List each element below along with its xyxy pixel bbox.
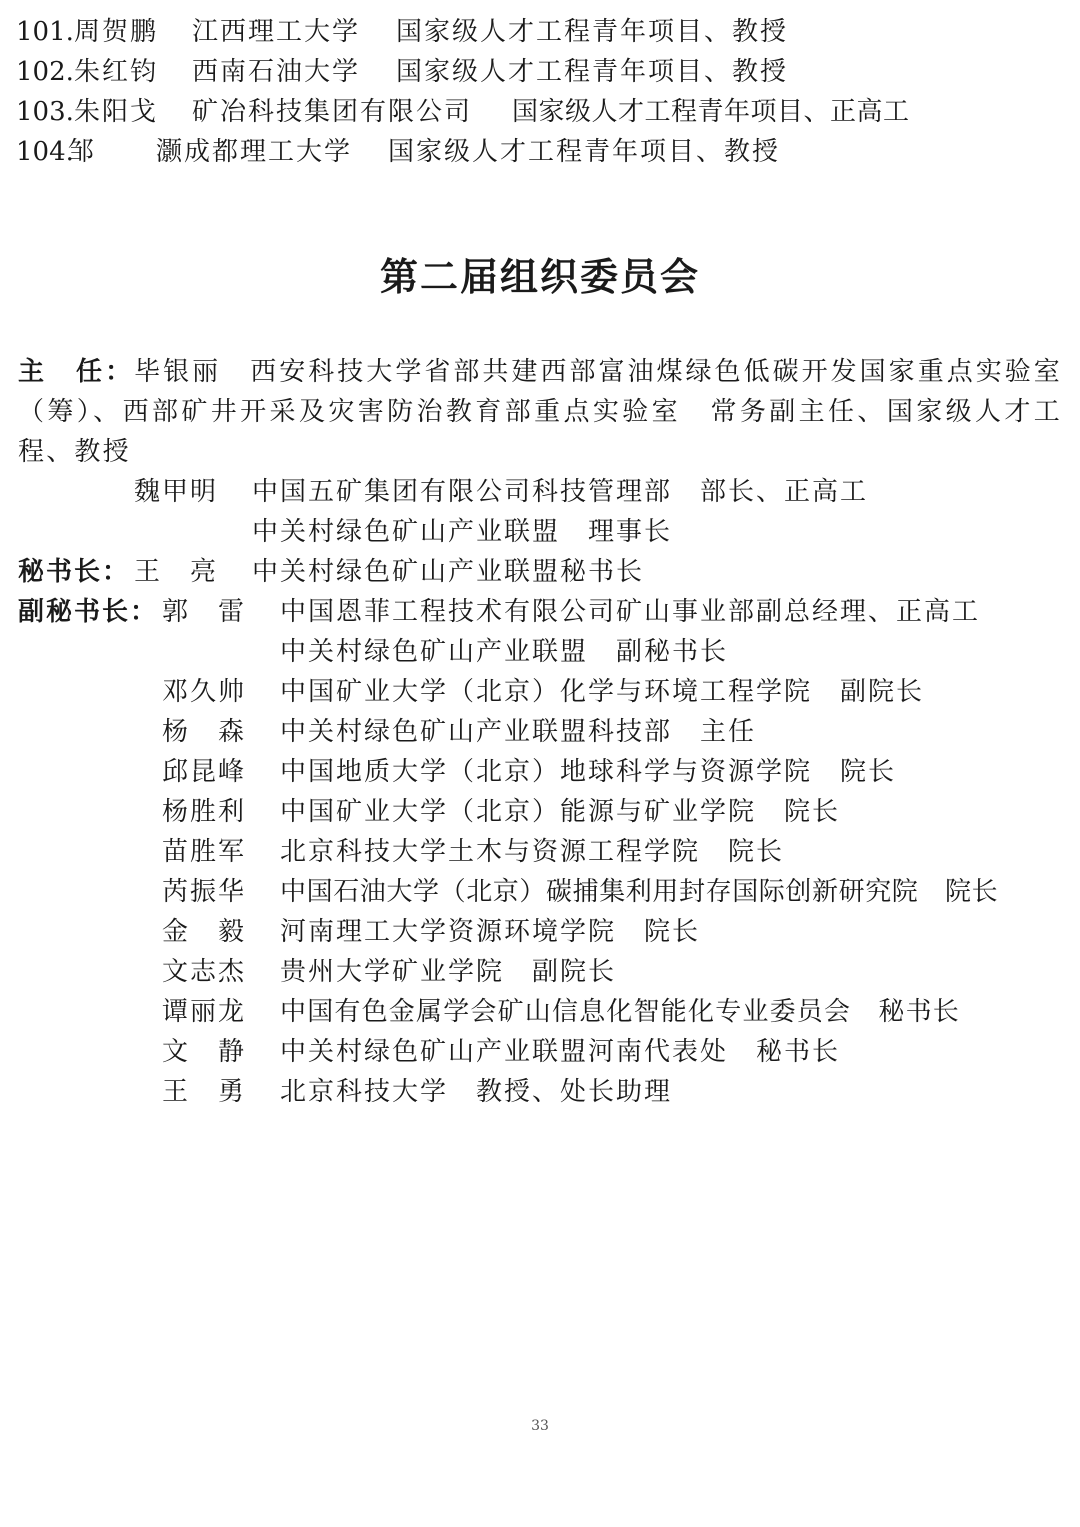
director-description: 西安科技大学省部共建西部富油煤绿色低碳开发国家重点实验室（筹）、西部矿井开采及灾害防治教育部重点实验室 常务副主任、国家级人才工程、教授 [18, 357, 1062, 467]
member-number: 102. [16, 57, 74, 87]
member-title: 国家级人才工程青年项目、教授 [396, 57, 789, 87]
member-org: 西南石油大学 [192, 57, 361, 87]
secretary-general-name: 王 亮 [134, 557, 219, 587]
role-label-deputy-secretary: 副秘书长： [18, 597, 159, 627]
deputy-secretary-description: 中国矿业大学（北京）化学与环境工程学院 副院长 [280, 677, 925, 707]
deputy-secretary-description: 中国恩菲工程技术有限公司矿山事业部副总经理、正高工 [280, 597, 981, 627]
director-description: 中国五矿集团有限公司科技管理部 部长、正高工 [252, 477, 869, 507]
member-org: 成都理工大学 [184, 137, 353, 167]
deputy-secretary-description: 中关村绿色矿山产业联盟河南代表处 秘书长 [280, 1037, 841, 1067]
deputy-secretary-name: 杨 森 [162, 717, 247, 747]
deputy-secretary-name: 芮振华 [162, 877, 247, 907]
member-name: 朱阳戈 [74, 97, 159, 127]
deputy-secretary-description: 中关村绿色矿山产业联盟 副秘书长 [280, 637, 729, 667]
deputy-secretary-name: 郭 雷 [162, 597, 247, 627]
deputy-secretary-name: 文 静 [162, 1037, 247, 1067]
deputy-secretary-description: 中国矿业大学（北京）能源与矿业学院 院长 [280, 797, 841, 827]
member-name: 邹 灏 [68, 137, 201, 167]
deputy-secretary-name: 谭丽龙 [162, 997, 247, 1027]
deputy-secretary-description: 中关村绿色矿山产业联盟科技部 主任 [280, 717, 757, 747]
deputy-secretary-name: 王 勇 [162, 1077, 247, 1107]
deputy-secretary-description: 中国石油大学（北京）碳捕集利用封存国际创新研究院 院长 [280, 877, 999, 907]
director-description: 中关村绿色矿山产业联盟 理事长 [252, 517, 673, 547]
director-name: 魏甲明 [134, 477, 219, 507]
member-name: 周贺鹏 [74, 17, 159, 47]
deputy-secretary-description: 中国有色金属学会矿山信息化智能化专业委员会 秘书长 [280, 997, 961, 1027]
page-number: 33 [531, 1418, 549, 1434]
deputy-secretary-first-entry-line2 [280, 632, 728, 672]
deputy-secretary-description: 河南理工大学资源环境学院 院长 [280, 917, 701, 947]
member-number: 103. [16, 97, 74, 127]
role-label-director: 主 任： [18, 357, 135, 387]
deputy-secretary-description: 贵州大学矿业学院 副院长 [280, 957, 617, 987]
member-org: 江西理工大学 [192, 17, 361, 47]
secretary-general-description: 中关村绿色矿山产业联盟秘书长 [252, 557, 645, 587]
member-title: 国家级人才工程青年项目、正高工 [512, 97, 910, 127]
section-title: 第二届组织委员会 [379, 255, 700, 299]
deputy-secretary-name: 金 毅 [162, 917, 247, 947]
deputy-secretary-description: 中国地质大学（北京）地球科学与资源学院 院长 [280, 757, 897, 787]
deputy-secretary-description: 北京科技大学 教授、处长助理 [280, 1077, 673, 1107]
member-title: 国家级人才工程青年项目、教授 [388, 137, 781, 167]
deputy-secretary-description: 北京科技大学土木与资源工程学院 院长 [280, 837, 785, 867]
member-name: 朱红钧 [74, 57, 159, 87]
role-label-secretary-general: 秘书长： [18, 557, 131, 587]
deputy-secretary-name: 邱昆峰 [162, 757, 247, 787]
director-second-entry-line2 [252, 512, 672, 552]
deputy-secretary-name: 杨胜利 [162, 797, 247, 827]
director-first-entry [18, 352, 1062, 472]
director-name: 毕银丽 [134, 357, 222, 387]
deputy-secretary-name: 邓久帅 [162, 677, 247, 707]
member-title: 国家级人才工程青年项目、教授 [396, 17, 789, 47]
member-org: 矿冶科技集团有限公司 [192, 97, 473, 127]
member-number: 101. [16, 17, 74, 47]
deputy-secretary-name: 苗胜军 [162, 837, 247, 867]
deputy-secretary-name: 文志杰 [162, 957, 247, 987]
member-number: 104. [16, 137, 74, 167]
